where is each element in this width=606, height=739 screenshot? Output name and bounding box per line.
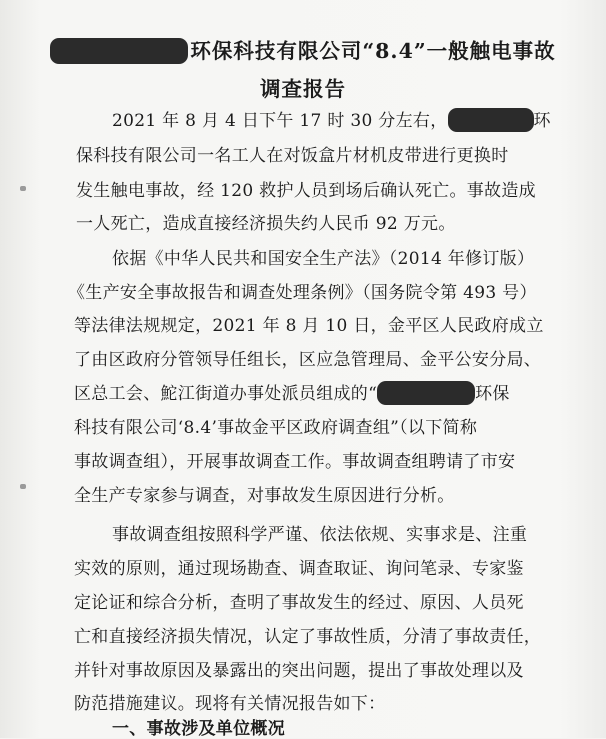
paragraph-2-line-7: 事故调查组），开展事故调查工作。事故调查组聘请了市安: [74, 452, 516, 472]
paragraph-1-line-3: 发生触电事故，经 120 救护人员到场后确认死亡。事故造成: [76, 181, 536, 201]
paragraph-3-line-5: 并针对事故原因及暴露出的突出问题，提出了事故处理以及: [74, 661, 524, 681]
report-title-line-2: 调查报告: [260, 77, 346, 101]
redaction-block: [50, 38, 188, 64]
paragraph-1-line-4: 一人死亡，造成直接经济损失约人民币 92 万元。: [76, 214, 456, 234]
paragraph-2-line-4: 了由区政府分管领导任组长，区应急管理局、金平公安分局、: [74, 350, 542, 370]
paragraph-3-line-3: 定论证和综合分析，查明了事故发生的经过、原因、人员死: [74, 593, 524, 613]
paragraph-2-line-2: 《生产安全事故报告和调查处理条例》（国务院令第 493 号）: [68, 283, 537, 303]
paragraph-1-line-1: 2021 年 8 月 4 日下午 17 时 30 分左右， 环: [112, 106, 551, 134]
paragraph-3-line-1: 事故调查组按照科学严谨、依法依规、实事求是、注重: [112, 525, 528, 545]
redaction-block: [377, 381, 475, 405]
paragraph-2-line-5: 区总工会、鮀江街道办事处派员组成的“ 环保: [74, 379, 510, 407]
section-heading-1: 一、事故涉及单位概况: [112, 719, 285, 739]
scan-mark: [20, 484, 26, 489]
report-title-line-1: 环保科技有限公司“8.4”一般触电事故: [0, 34, 606, 66]
paragraph-2-line-6: 科技有限公司‘8.4’事故金平区政府调查组”（以下简称: [74, 418, 478, 438]
paragraph-2-line-1: 依据《中华人民共和国安全生产法》（2014 年修订版）: [112, 249, 535, 269]
scan-mark: [20, 186, 26, 191]
paragraph-3-line-4: 亡和直接经济损失情况，认定了事故性质，分清了事故责任，: [74, 627, 542, 647]
paragraph-2-line-8: 全生产专家参与调查，对事故发生原因进行分析。: [74, 486, 455, 506]
paragraph-3-line-2: 实效的原则，通过现场勘查、调查取证、询问笔录、专家鉴: [74, 559, 524, 579]
paragraph-1-line-2: 保科技有限公司一名工人在对饭盒片材机皮带进行更换时: [76, 146, 509, 166]
redaction-block: [448, 108, 534, 132]
paragraph-3-line-6: 防范措施建议。现将有关情况报告如下：: [74, 694, 386, 714]
paragraph-2-line-3: 等法律法规规定，2021 年 8 月 10 日，金平区人民政府成立: [74, 316, 544, 336]
